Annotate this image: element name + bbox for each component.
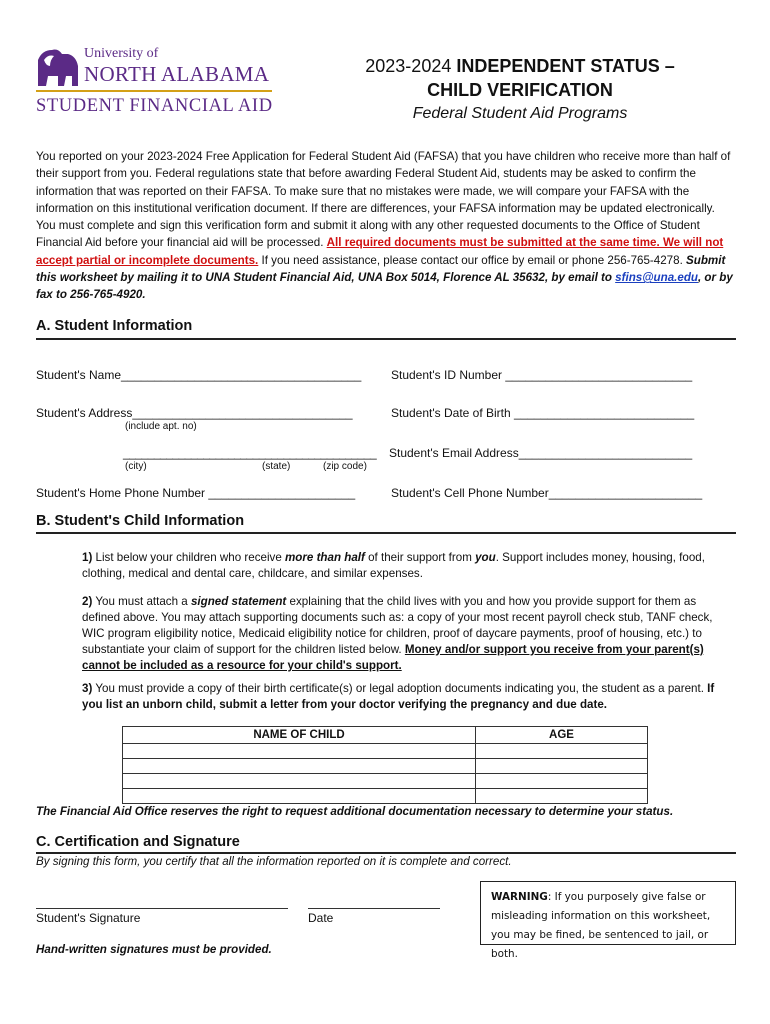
intro-fax: , or by fax to 256-765-4920.: [36, 271, 733, 302]
section-a-rule: [36, 338, 736, 340]
student-email-field[interactable]: Student's Email Address__________________________: [389, 446, 693, 460]
instruction-2-text: You must attach a: [92, 595, 191, 608]
student-name-field[interactable]: Student's Name____________________________________: [36, 368, 362, 382]
child-age-cell[interactable]: [476, 744, 648, 759]
state-hint: (state): [262, 461, 291, 472]
table-row: [123, 744, 648, 759]
section-a-heading: A. Student Information: [36, 318, 193, 334]
address-apt-hint: (include apt. no): [125, 421, 197, 432]
title-year: 2023-2024: [365, 56, 457, 76]
form-title-line2: CHILD VERIFICATION: [427, 80, 613, 100]
warning-box: [480, 881, 736, 960]
table-row: [123, 774, 648, 789]
logo-university-of: University of: [84, 46, 159, 61]
section-b-heading: B. Student's Child Information: [36, 513, 245, 529]
signature-label: Student's Signature: [36, 911, 141, 925]
certification-note: By signing this form, you certify that all the information reported on it is complete and correct.: [36, 855, 512, 868]
table-row: [123, 759, 648, 774]
logo-divider: [36, 90, 272, 92]
email-link[interactable]: sfins@una.edu: [615, 271, 698, 285]
child-name-cell[interactable]: [123, 744, 476, 759]
handwritten-signature-note: Hand-written signatures must be provided.: [36, 943, 272, 956]
child-age-cell[interactable]: [476, 774, 648, 789]
signature-line[interactable]: [36, 908, 288, 909]
warning-label: WARNING: [491, 891, 548, 903]
cell-phone-field[interactable]: Student's Cell Phone Number_______________________: [391, 486, 703, 500]
child-name-cell[interactable]: [123, 774, 476, 789]
instruction-2: [82, 594, 736, 674]
instruction-3: [82, 681, 736, 713]
instruction-2-emphasis: signed statement: [190, 595, 287, 608]
table-row: [123, 789, 648, 804]
instruction-1-text: of their support from: [364, 551, 476, 564]
section-c-heading: C. Certification and Signature: [36, 834, 240, 850]
intro-submit: Submit this worksheet by mailing it to UNA Student Financial Aid, UNA Box 5014, Florence AL 35632, by email to: [36, 253, 726, 285]
instruction-1-emphasis: you: [475, 551, 496, 564]
lion-mascot-icon: [36, 46, 80, 88]
zip-hint: (zip code): [323, 461, 367, 472]
child-age-cell[interactable]: [476, 789, 648, 804]
intro-paragraph: [36, 148, 736, 304]
instruction-3-number: 3): [82, 682, 93, 695]
child-age-cell[interactable]: [476, 759, 648, 774]
child-name-cell[interactable]: [123, 789, 476, 804]
instruction-1: [82, 550, 736, 582]
una-logo: [36, 44, 286, 120]
title-rest: INDEPENDENT STATUS –: [456, 56, 675, 76]
instruction-2-text: explaining that the child lives with you and how you provide support for them as defined above. You may attach supporting documents such as: a copy of your most recent payroll check stub, TANF check, WIC program eligibility notice, Medicaid eligibility notice for children, proof of daycare payments, proof of housing, etc.) to substantiate your claim of support for the children listed below.: [82, 595, 713, 656]
city-hint: (city): [125, 461, 147, 472]
section-b-rule: [36, 532, 736, 534]
table-header-row: [123, 727, 648, 744]
documentation-footnote: The Financial Aid Office reserves the right to request additional documentation necessary to determine your status.: [36, 805, 674, 818]
form-subtitle: Federal Student Aid Programs: [412, 105, 628, 122]
instruction-1-text: List below your children who receive: [92, 551, 285, 564]
instruction-2-warning: Money and/or support you receive from your parent(s) cannot be included as a resource for your child's support.: [82, 643, 704, 672]
child-name-cell[interactable]: [123, 759, 476, 774]
instruction-3-emphasis: If you list an unborn child, submit a letter from your doctor verifying the pregnancy and due date.: [82, 682, 715, 711]
date-label: Date: [308, 911, 334, 925]
instruction-3-text: You must provide a copy of their birth certificate(s) or legal adoption documents indicating you, the student as a parent.: [92, 682, 708, 695]
home-phone-field[interactable]: Student's Home Phone Number ______________________: [36, 486, 356, 500]
instruction-1-emphasis: more than half: [285, 551, 365, 564]
age-header: AGE: [476, 727, 648, 744]
instruction-2-number: 2): [82, 595, 93, 608]
warning-text: : If you purposely give false or misleading information on this worksheet, you may be fined, be sentenced to jail, or both.: [491, 891, 711, 960]
intro-warning: All required documents must be submitted at the same time. We will not accept partial or incomplete documents.: [36, 236, 724, 267]
instruction-1-number: 1): [82, 551, 93, 564]
student-id-field[interactable]: Student's ID Number ____________________________: [391, 368, 693, 382]
section-c-rule: [36, 852, 736, 854]
logo-student-financial-aid: STUDENT FINANCIAL AID: [36, 96, 273, 116]
logo-north-alabama: NORTH ALABAMA: [84, 62, 270, 86]
intro-text: You reported on your 2023-2024 Free Application for Federal Student Aid (FAFSA) that you have children who receive more than half of their support from you. Federal regulations state that before awarding Federal Student Aid, students may be asked to confirm the information that was reported on their FAFSA. To make sure that no mistakes were made, we will compare your FAFSA with the information on this institutional verification document. If there are differences, your FAFSA information may be updated electronically. You must complete and sign this verification form and submit it along with any other requested documents to the Office of Student Financial Aid before your financial aid will be processed.: [36, 150, 731, 250]
intro-contact: If you need assistance, please contact our office by email or phone 256-765-4278.: [258, 253, 687, 267]
instruction-1-text: . Support includes money, housing, food, clothing, medical and dental care, childcare, and similar expenses.: [82, 551, 705, 580]
city-state-zip-line[interactable]: _________________________________________: [123, 446, 377, 460]
student-dob-field[interactable]: Student's Date of Birth ___________________________: [391, 406, 695, 420]
student-address-field[interactable]: Student's Address_________________________________: [36, 406, 353, 420]
children-table: [122, 726, 648, 804]
date-line[interactable]: [308, 908, 440, 909]
name-of-child-header: NAME OF CHILD: [123, 727, 476, 744]
form-title-line1: [355, 56, 685, 77]
